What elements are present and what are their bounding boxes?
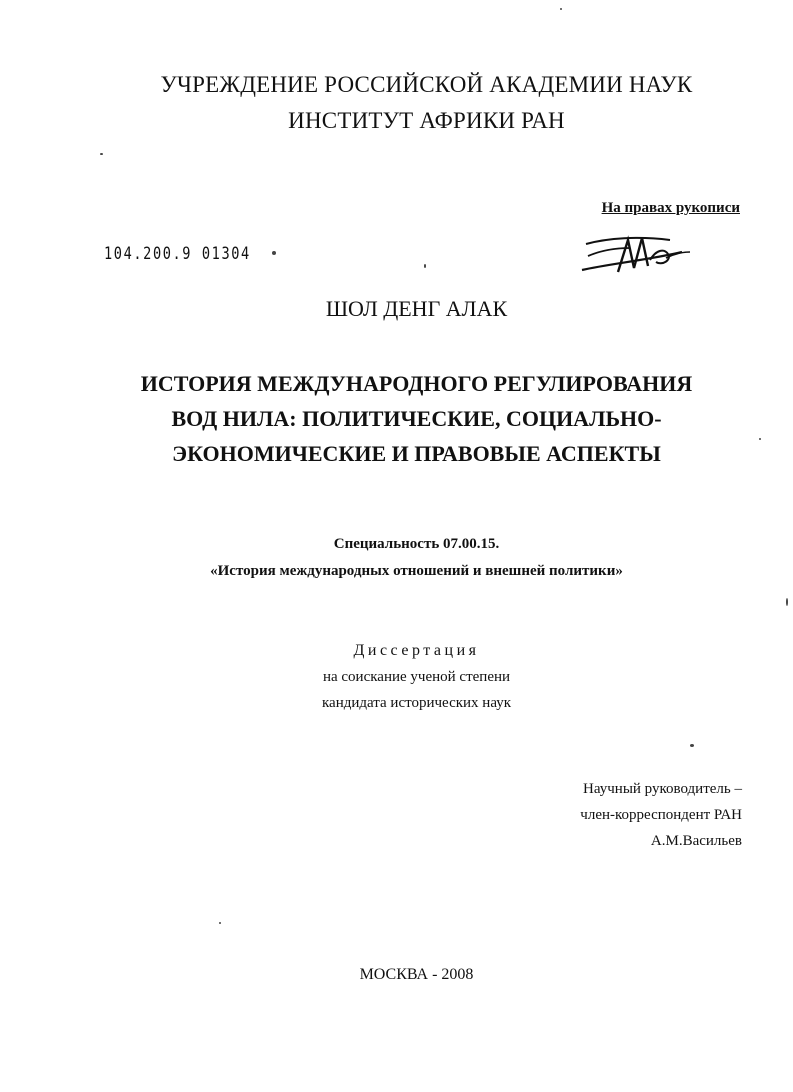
title-line-3: ЭКОНОМИЧЕСКИЕ И ПРАВОВЫЕ АСПЕКТЫ (172, 441, 661, 466)
advisor-block (480, 776, 742, 854)
rights-note: На правах рукописи (601, 200, 740, 216)
institution-line-2: ИНСТИТУТ АФРИКИ РАН (288, 108, 565, 133)
degree-line-1: на соискание ученой степени (322, 669, 511, 685)
scan-speck (219, 922, 221, 924)
signature-mark (578, 230, 698, 280)
city-year: МОСКВА - 2008 (359, 966, 474, 983)
author-name: ШОЛ ДЕНГ АЛАК (325, 296, 508, 321)
scan-speck (100, 153, 103, 155)
scan-speck (690, 744, 694, 747)
specialty-block (20, 531, 793, 585)
scan-speck (272, 251, 276, 255)
advisor-name: А.М.Васильев (650, 833, 742, 849)
dissertation-label: Диссертация (353, 642, 480, 659)
institution-line-1: УЧРЕЖДЕНИЕ РОССИЙСКОЙ АКАДЕМИИ НАУК (160, 72, 693, 97)
title-line-2: ВОД НИЛА: ПОЛИТИЧЕСКИЕ, СОЦИАЛЬНО- (171, 406, 662, 431)
advisor-title: член-корреспондент РАН (580, 807, 742, 823)
scan-speck (424, 264, 426, 268)
specialty-code: Специальность 07.00.15. (333, 536, 500, 552)
dissertation-title (20, 366, 793, 471)
advisor-role: Научный руководитель – (583, 781, 742, 797)
scan-speck (759, 438, 761, 440)
dissertation-block (20, 638, 793, 716)
stamp-number: 104.200.9 01304 (104, 244, 251, 264)
title-line-1: ИСТОРИЯ МЕЖДУНАРОДНОГО РЕГУЛИРОВАНИЯ (140, 371, 693, 396)
scan-speck (786, 598, 788, 606)
specialty-name: «История международных отношений и внешней политики» (210, 563, 623, 579)
scan-speck (560, 8, 562, 10)
degree-line-2: кандидата исторических наук (321, 695, 512, 711)
